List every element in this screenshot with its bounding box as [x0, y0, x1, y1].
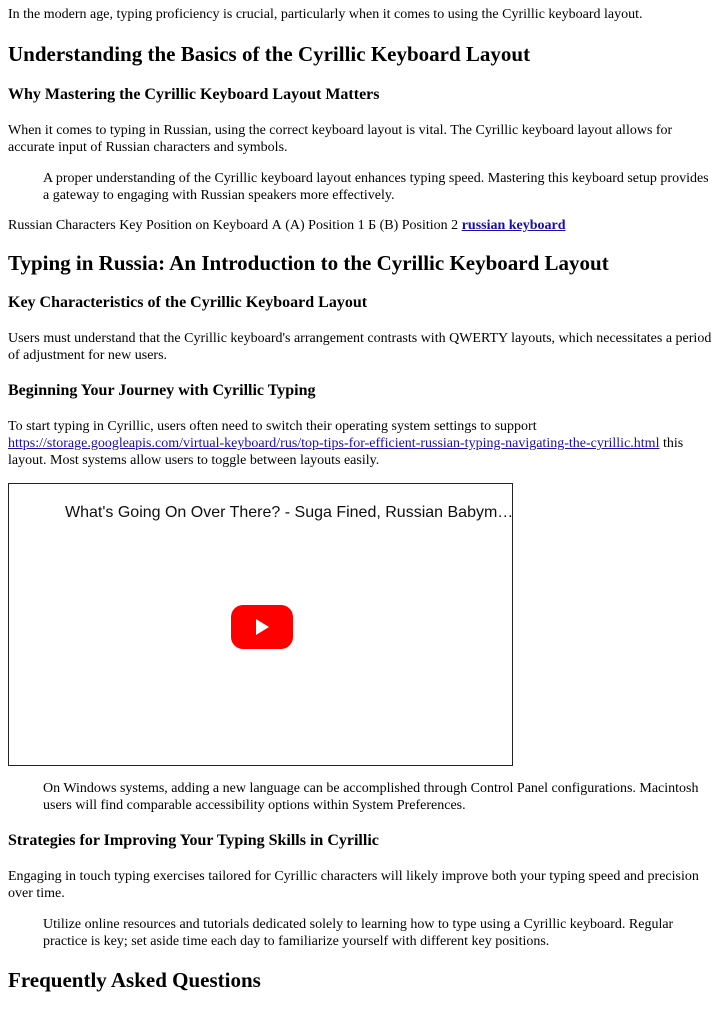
switch-settings-text: To start typing in Cyrillic, users often need to switch their operating system settings to support — [8, 419, 537, 434]
subheading-strategies: Strategies for Improving Your Typing Skills in Cyrillic — [8, 832, 379, 849]
quote-windows-mac: On Windows systems, adding a new language can be accomplished through Control Panel configurations. Macintosh users will find comparable accessibility options within System Preferences. — [43, 781, 699, 813]
paragraph-switch-settings — [8, 418, 712, 469]
paragraph-touch-typing: Engaging in touch typing exercises tailored for Cyrillic characters will likely improve both your typing speed and precision over time. — [8, 869, 699, 901]
quote-typing-speed: A proper understanding of the Cyrillic keyboard layout enhances typing speed. Mastering this keyboard setup provides a gateway to engaging with Russian speakers more effectively. — [43, 171, 709, 203]
quote-online-resources: Utilize online resources and tutorials dedicated solely to learning how to type using a Cyrillic keyboard. Regular practice is key; set aside time each day to familiarize yourself with different key positions. — [43, 917, 674, 949]
key-position-text: Russian Characters Key Position on Keyboard А (A) Position 1 Б (B) Position 2 — [8, 218, 459, 233]
section-heading-basics: Understanding the Basics of the Cyrillic Keyboard Layout — [8, 42, 531, 66]
youtube-play-icon — [231, 605, 293, 649]
subheading-beginning-journey: Beginning Your Journey with Cyrillic Typing — [8, 382, 316, 399]
section-heading-typing-russia: Typing in Russia: An Introduction to the Cyrillic Keyboard Layout — [8, 251, 609, 275]
video-embed[interactable] — [8, 483, 513, 766]
key-position-line — [8, 217, 712, 234]
paragraph-correct-layout: When it comes to typing in Russian, using the correct keyboard layout is vital. The Cyrillic keyboard layout allows for accurate input of Russian characters and symbols. — [8, 123, 673, 155]
subheading-why-mastering: Why Mastering the Cyrillic Keyboard Layout Matters — [8, 86, 380, 103]
virtual-keyboard-url-link[interactable]: https://storage.googleapis.com/virtual-keyboard/rus/top-tips-for-efficient-russian-typing-navigating-the-cyrillic.html — [8, 436, 660, 451]
video-title[interactable]: What's Going On Over There? - Suga Fined, Russian Babym… — [65, 504, 514, 521]
switch-settings-text-end: this layout. Most systems allow users to toggle between layouts easily. — [8, 436, 684, 468]
youtube-play-button[interactable] — [231, 605, 293, 649]
russian-keyboard-link[interactable]: russian keyboard — [461, 218, 566, 233]
paragraph-qwerty-contrast: Users must understand that the Cyrillic keyboard's arrangement contrasts with QWERTY layouts, which necessitates a period of adjustment for new users. — [8, 331, 712, 363]
intro-paragraph: In the modern age, typing proficiency is crucial, particularly when it comes to using the Cyrillic keyboard layout. — [8, 7, 643, 22]
section-heading-faq: Frequently Asked Questions — [8, 968, 261, 992]
subheading-key-characteristics: Key Characteristics of the Cyrillic Keyboard Layout — [8, 294, 368, 311]
